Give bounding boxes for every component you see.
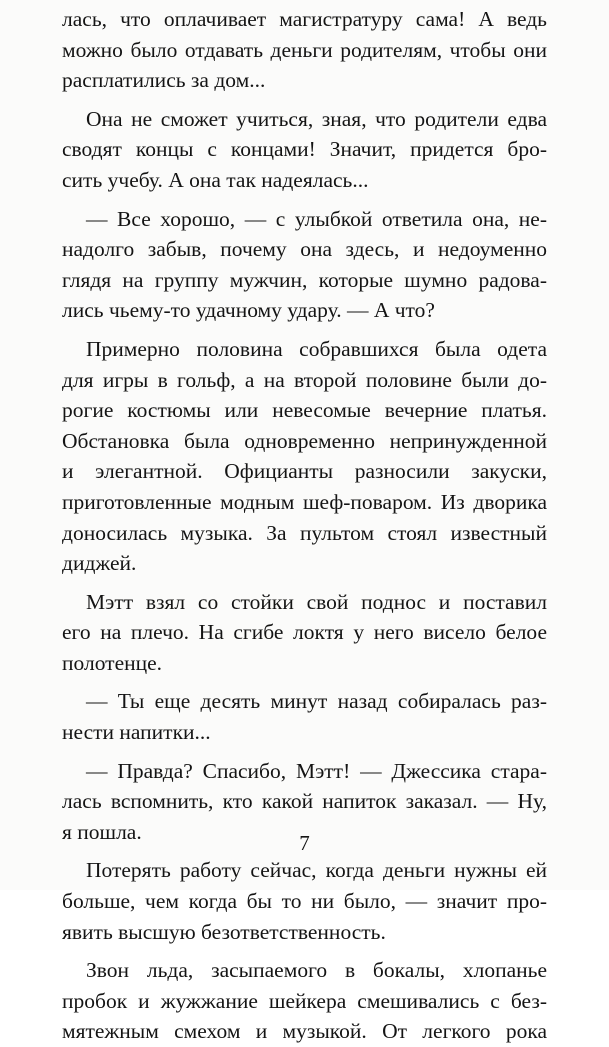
paragraph	[62, 204, 547, 326]
page-text	[62, 4, 547, 1047]
text-line: пробок и жужжание шейкера смешивались с без-	[62, 988, 547, 1013]
text-line: полотенце.	[62, 650, 163, 675]
text-line: доносилась музыка. За пультом стоял известный	[62, 520, 547, 545]
text-line: Потерять работу сейчас, когда деньги нужны ей	[86, 858, 547, 883]
text-line: рогие костюмы или невесомые вечерние платья.	[62, 398, 547, 423]
text-line: и элегантной. Официанты разносили закуски,	[62, 459, 547, 484]
text-line: явить высшую безответственность.	[62, 919, 386, 944]
text-line: мятежным смехом и музыкой. От легкого рока	[62, 1019, 547, 1044]
text-line: нести напитки...	[62, 720, 211, 745]
text-line: сить учебу. А она так надеялась...	[62, 167, 369, 192]
text-line: — Правда? Спасибо, Мэтт! — Джессика стара-	[86, 758, 547, 783]
paragraph	[62, 4, 547, 96]
paragraph	[62, 334, 547, 579]
text-line: приготовленные модным шеф-поваром. Из дворика	[62, 489, 547, 514]
text-line: надолго забыв, почему она здесь, и недоуменно	[62, 237, 547, 262]
text-line: больше, чем когда бы то ни было, — значит про-	[62, 889, 547, 914]
text-line: Обстановка была одновременно непринужденной	[62, 428, 547, 453]
text-line: лись чьему-то удачному удару. — А что?	[62, 298, 435, 323]
text-line: для игры в гольф, а на второй половине были до-	[62, 367, 547, 392]
text-line: диджей.	[62, 551, 137, 576]
text-line: Звон льда, засыпаемого в бокалы, хлопанье	[86, 958, 547, 983]
paragraph	[62, 587, 547, 679]
text-line: расплатились за дом...	[62, 68, 266, 93]
text-line: глядя на группу мужчин, которые шумно радова-	[62, 267, 547, 292]
paragraph	[62, 104, 547, 196]
text-line: Она не сможет учиться, зная, что родители едва	[86, 106, 547, 131]
text-line: я пошла.	[62, 819, 142, 844]
text-line: сводят концы с концами! Значит, придется бро-	[62, 137, 547, 162]
paragraph	[62, 855, 547, 947]
text-line: — Все хорошо, — с улыбкой ответила она, не-	[86, 206, 547, 231]
paragraph	[62, 686, 547, 747]
page-number: 7	[299, 831, 310, 855]
text-line: Примерно половина собравшихся была одета	[86, 336, 547, 361]
text-line: — Ты еще десять минут назад собиралась раз-	[86, 689, 547, 714]
text-line: его на плечо. На сгибе локтя у него висело белое	[62, 620, 547, 645]
text-line: лась вспомнить, кто какой напиток заказал. — Ну,	[62, 789, 547, 814]
paragraph	[62, 955, 547, 1047]
text-line: лась, что оплачивает магистратуру сама! А ведь	[62, 7, 547, 31]
text-line: можно было отдавать деньги родителям, чтобы они	[62, 37, 547, 62]
text-line: Мэтт взял со стойки свой поднос и поставил	[86, 589, 547, 614]
